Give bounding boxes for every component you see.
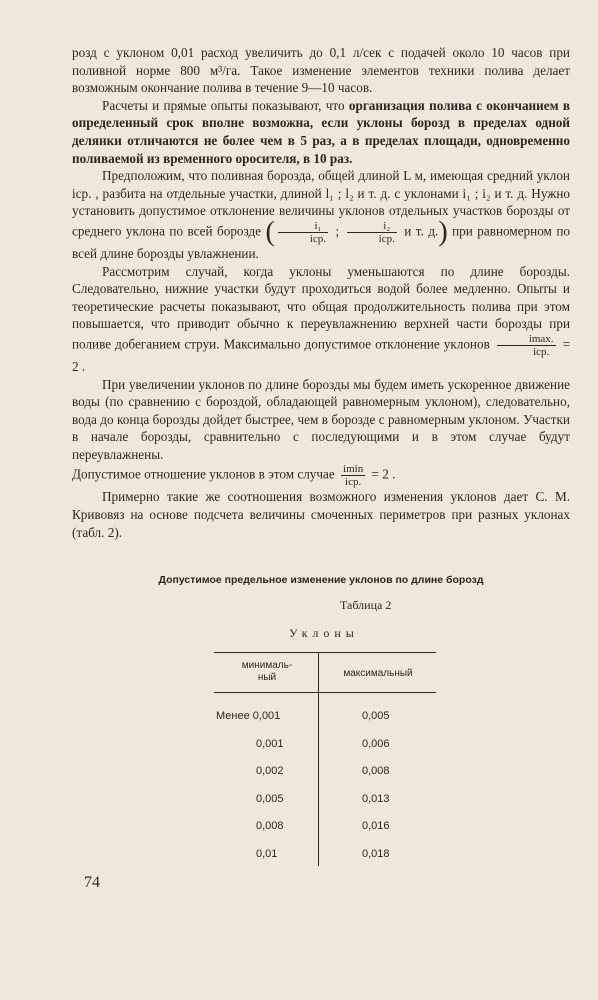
fraction-imax: $\frac{imax.}{\text{iср.}}$ [497, 333, 556, 358]
table-cell-max: 0,008 [362, 765, 390, 777]
table-rule-header [214, 692, 436, 693]
fraction-i2: $\frac{\text{i₂}}{\text{iср.}}$ [347, 220, 397, 245]
column-header-max: максимальный [343, 668, 413, 679]
table-cell-max: 0,018 [362, 847, 390, 860]
table-cell-max: 0,005 [362, 710, 390, 722]
table-cell-min: Менее 0,001 [216, 710, 281, 722]
body-text [72, 44, 570, 541]
fraction-i1: $\frac{\text{i₁}}{\text{iср.}}$ [278, 220, 328, 245]
table-cell-min: 0,008 [256, 820, 284, 832]
paragraph-1: розд с уклоном 0,01 расход увеличить до 0,1 л/сек с подачей около 10 часов при поливной норме 800 м³/га. Такое изменение элементов техники полива делает возможным окончание полива в течение 9—10 часов. [72, 45, 570, 96]
table-cell-min: 0,005 [256, 792, 284, 805]
table-cell-max: 0,006 [362, 737, 390, 750]
table-group-header: Уклоны [289, 626, 359, 640]
emphasis-text: организация полива с окончанием в определенный срок вполне возможна, если уклоны борозд в пределах одной делянки отличаются не более чем в 5 раз, а в пределах площади, одновременно поливаемой из временного оросителя, в 10 раз. [72, 97, 570, 166]
page-number: 74 [84, 874, 100, 891]
table-rule-top [214, 652, 436, 653]
table-column-divider [318, 652, 319, 866]
paragraph-7: Примерно такие же соотношения возможного изменения уклонов дает С. М. Кривовяз на основе подсчета величины смоченных периметров при разных уклонах (табл. 2). [72, 489, 570, 540]
table-cell-min: 0,001 [256, 737, 284, 750]
table-number: Таблица 2 [340, 598, 392, 612]
table-cell-max: 0,016 [362, 820, 390, 832]
paragraph-2: Расчеты и прямые опыты показывают, что организация полива с окончанием в определенный срок вполне возможна, если уклоны борозд в пределах одной делянки отличаются не более чем в 5 раз, а в пределах площади, одновременно поливаемой из временного оросителя, в 10 раз. [72, 97, 570, 166]
table-cell-max: 0,013 [362, 792, 390, 805]
table-cell-min: 0,01 [256, 847, 278, 860]
column-header-min: минималь- ный [241, 660, 293, 683]
paragraph-5: При увеличении уклонов по длине борозды мы будем иметь ускоренное движение воды (по сравнению с бороздой, обладающей равномерным уклоном), следовательно, вода до конца борозды дойдет быстрее, чем в борозде с равномерным уклоном. Участки в начале борозды, сравнительно с последующими и в этом случае будут переувлажнены. [72, 376, 570, 462]
paragraph-6: Допустимое отношение уклонов в этом случае $\frac{imin}{\text{iср.}}$ = 2 . [72, 463, 396, 489]
paragraph-3: Предположим, что поливная борозда, общей длиной L м, имеющая средний уклон iср. , разбита на отдельные участки, длиной l₁ ; l₂ и т. д. с уклонами i₁ ; i₂ и т. д. Нужно установить допустимое отклонение величины уклонов отдельных участков борозды от среднего уклона по всей борозде ( $\frac{\text{i₁}}{\text{iср.}}$ ; $\frac{\text{i₂}}{\text{iср.}}$ и т. д.) при равномерном по всей длине борозды увлажнении. [72, 168, 570, 261]
table-cell-min: 0,002 [256, 765, 284, 777]
table-caption: Допустимое предельное изменение уклонов по длине борозд [158, 574, 484, 586]
fraction-imin: $\frac{imin}{\text{iср.}}$ [343, 463, 364, 489]
paragraph-4: Рассмотрим случай, когда уклоны уменьшаются по длине борозды. Следовательно, нижние участки будут проходиться водой более медленно. Опыты и теоретические расчеты показывают, что общая продолжительность полива при этом повышается, что приводит обычно к переувлажнению верхней части борозды при поливе добеганием струи. Максимально допустимое отклонение уклонов $\frac{imax.}{\text{iср.}}$ = 2 . [72, 263, 570, 374]
